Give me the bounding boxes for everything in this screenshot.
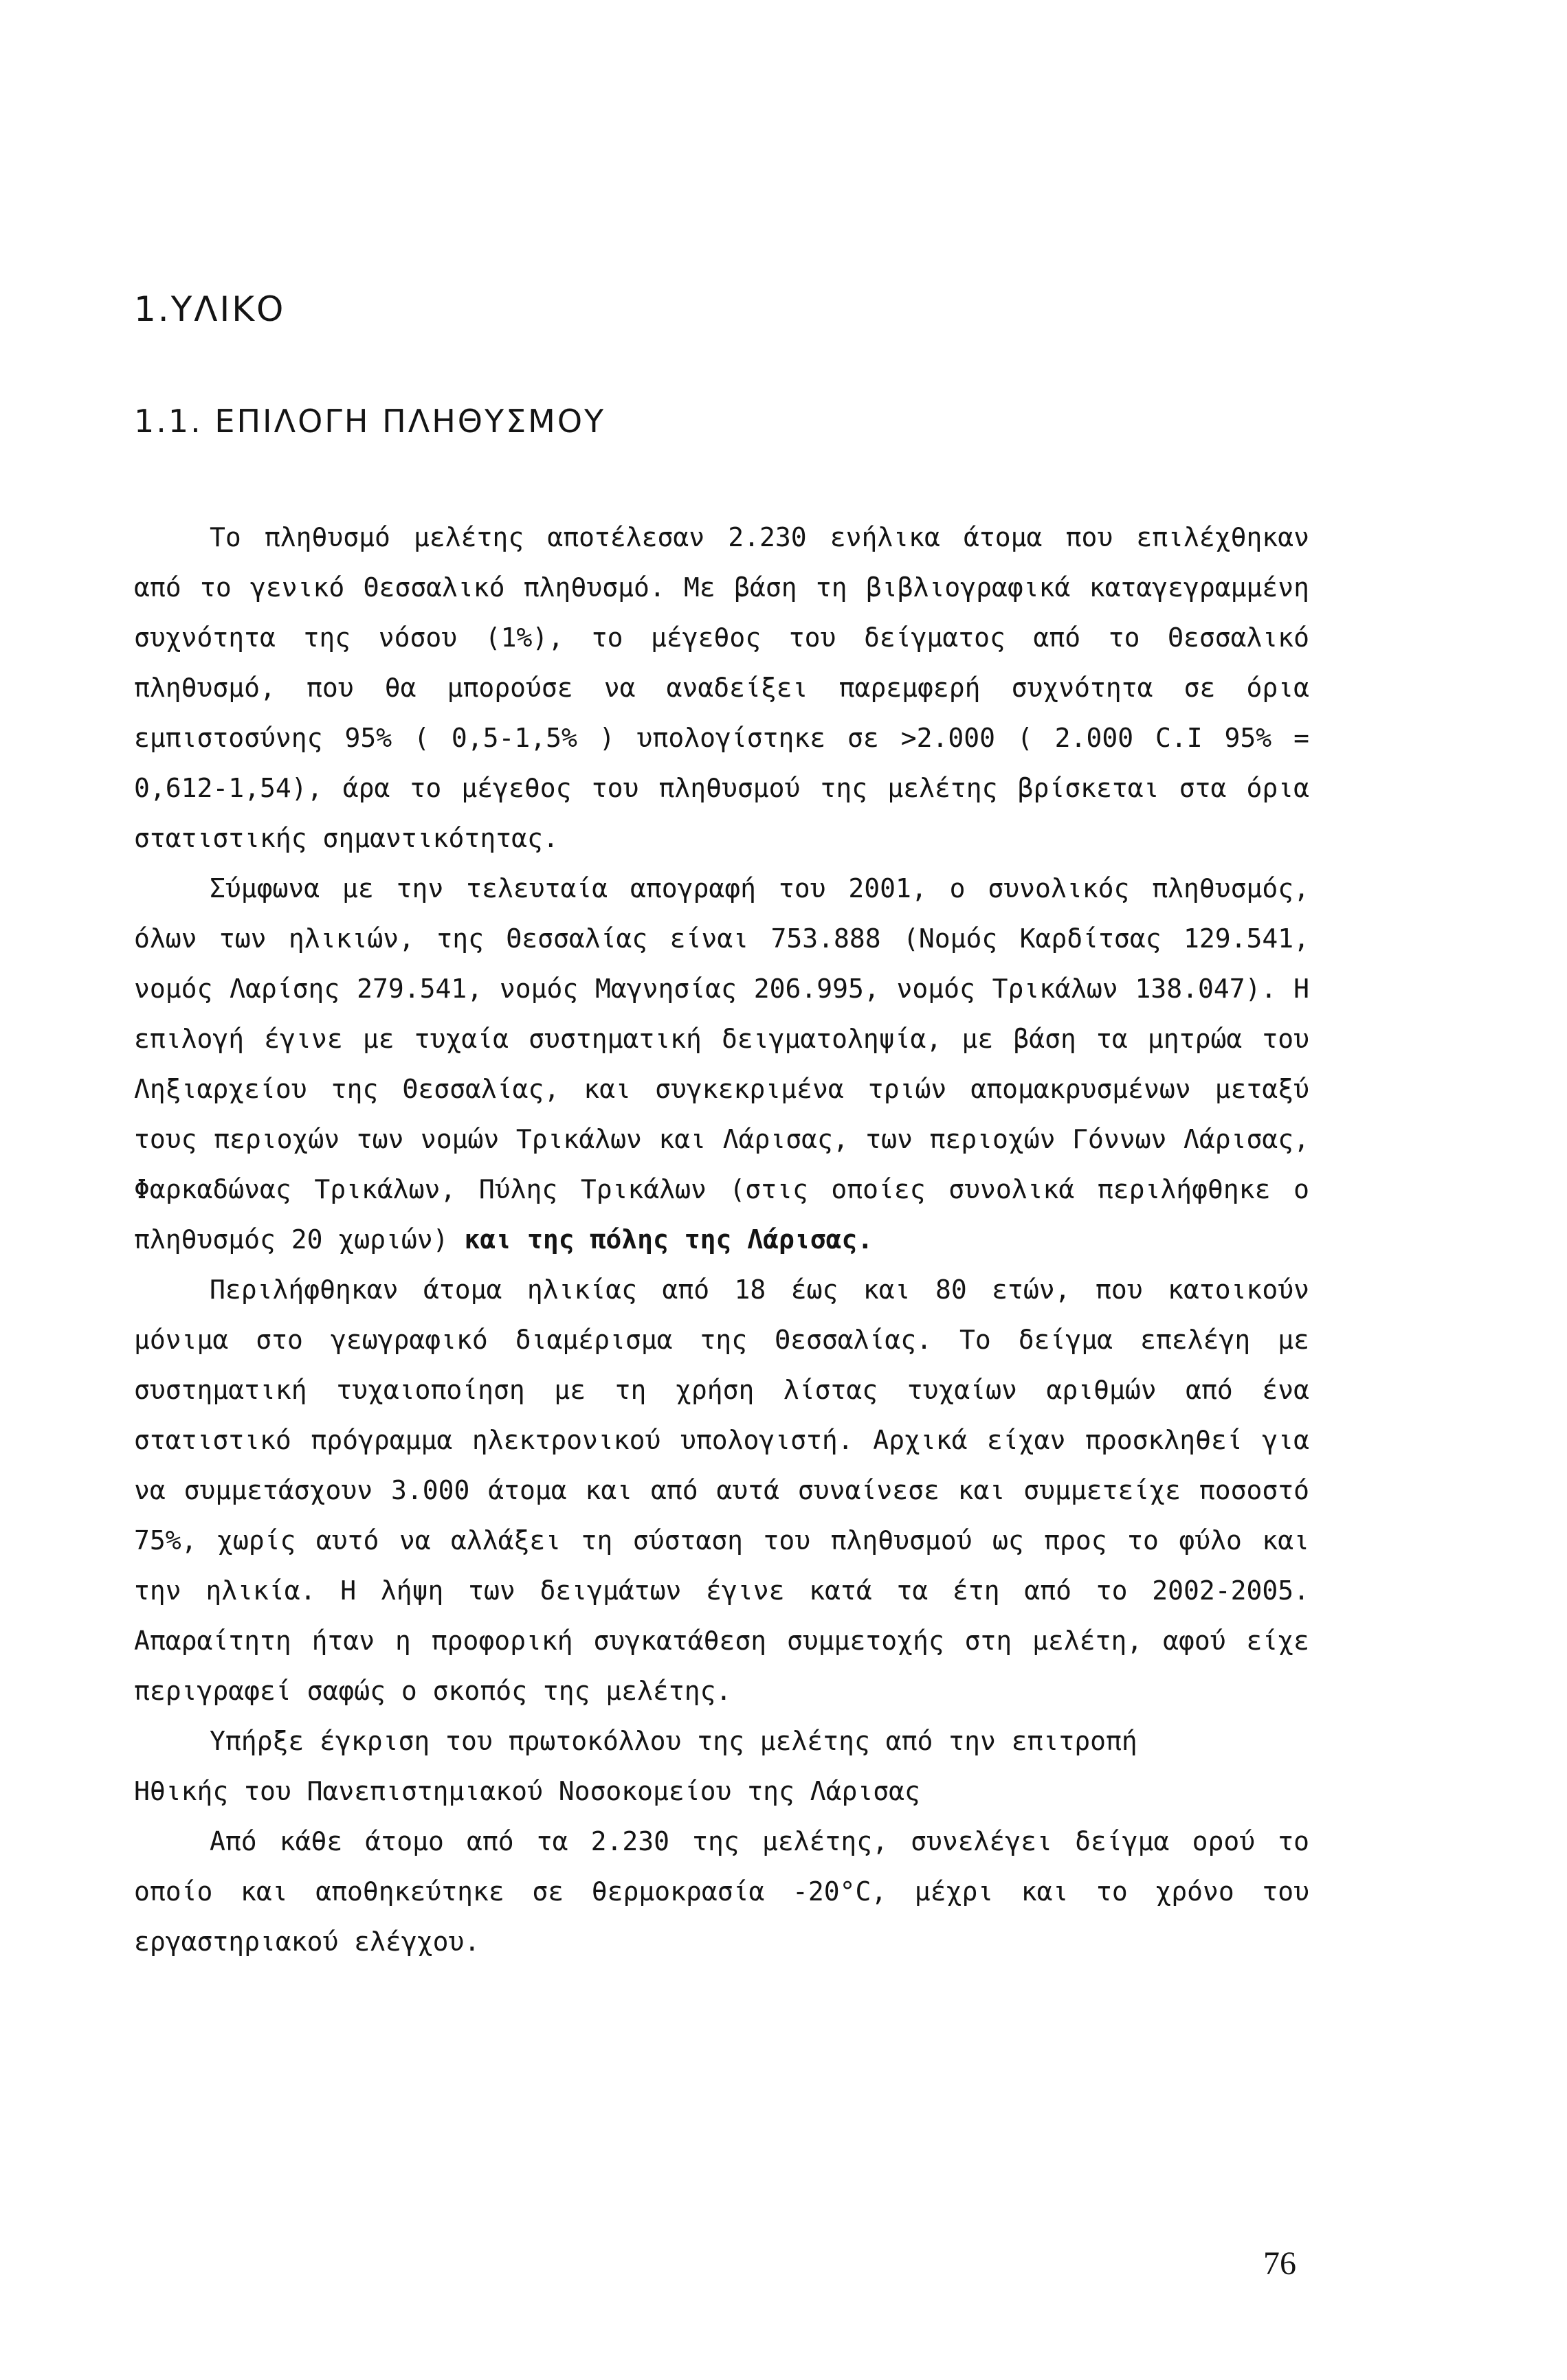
paragraph-study-population: Το πληθυσμό μελέτης αποτέλεσαν 2.230 ενήλικα άτομα που επιλέχθηκαν από το γενικό Θεσσαλικό πληθυσμό. Με βάση τη βιβλιογραφικά καταγεγραμμένη συχνότητα της νόσου (1%), το μέγεθος του δείγματος από το Θεσσαλικό πληθυσμό, που θα μπορούσε να αναδείξει παρεμφερή συχνότητα σε όρια εμπιστοσύνης 95% ( 0,5-1,5% ) υπολογίστηκε σε >2.000 ( 2.000 C.I 95% = 0,612-1,54), άρα το μέγεθος του πληθυσμού της μελέτης βρίσκεται στα όρια στατιστικής σημαντικότητας. <box>134 522 1309 853</box>
paragraph-ethics-approval <box>134 1716 1309 1817</box>
section-heading <box>134 289 285 330</box>
paragraph-serum-samples: Από κάθε άτομο από τα 2.230 της μελέτης, συνελέγει δείγμα ορού το οποίο και αποθηκεύτηκε σε θερμοκρασία -20°C, μέχρι και το χρόνο του εργαστηριακού ελέγχου. <box>134 1826 1309 1957</box>
paragraph-inclusion-criteria: Περιλήφθηκαν άτομα ηλικίας από 18 έως και 80 ετών, που κατοικούν μόνιμα στο γεωγραφικό διαμέρισμα της Θεσσαλίας. Το δείγμα επελέγη με συστηματική τυχαιοποίηση με τη χρήση λίστας τυχαίων αριθμών από ένα στατιστικό πρόγραμμα ηλεκτρονικού υπολογιστή. Αρχικά είχαν προσκληθεί για να συμμετάσχουν 3.000 άτομα και από αυτά συναίνεσε και συμμετείχε ποσοστό 75%, χωρίς αυτό να αλλάξει τη σύσταση του πληθυσμού ως προς το φύλο και την ηλικία. Η λήψη των δειγμάτων έγινε κατά τα έτη από το 2002-2005. Απαραίτητη ήταν η προφορική συγκατάθεση συμμετοχής στη μελέτη, αφού είχε περιγραφεί σαφώς ο σκοπός της μελέτης. <box>134 1275 1309 1706</box>
section-title: ΥΛΙΚΟ <box>170 289 286 329</box>
subsection-title: ΕΠΙΛΟΓΗ ΠΛΗΘΥΣΜΟΥ <box>214 403 606 440</box>
page-number: 76 <box>1263 2245 1296 2282</box>
paragraph-census-bold-text: και της πόλης της Λάρισας. <box>464 1224 874 1255</box>
paragraph-census-sampling <box>134 864 1309 1265</box>
ethics-line-1: Υπήρξε έγκριση του πρωτοκόλλου της μελέτης από την επιτροπή <box>210 1726 1137 1756</box>
section-number: 1. <box>134 289 171 329</box>
body-text <box>134 513 1309 1967</box>
ethics-line-2: Ηθικής του Πανεπιστημιακού Νοσοκομείου της Λάρισας <box>134 1776 920 1806</box>
subsection-number: 1.1. <box>134 403 203 440</box>
subsection-heading <box>134 401 605 442</box>
paragraph-census-text: Σύμφωνα με την τελευταία απογραφή του 2001, ο συνολικός πληθυσμός, όλων των ηλικιών, της Θεσσαλίας είναι 753.888 (Νομός Καρδίτσας 129.541, νομός Λαρίσης 279.541, νομός Μαγνησίας 206.995, νομός Τρικάλων 138.047). Η επιλογή έγινε με τυχαία συστηματική δειγματοληψία, με βάση τα μητρώα του Ληξιαρχείου της Θεσσαλίας, και συγκεκριμένα τριών απομακρυσμένων μεταξύ τους περιοχών των νομών Τρικάλων και Λάρισας, των περιοχών Γόννων Λάρισας, Φαρκαδώνας Τρικάλων, Πύλης Τρικάλων (στις οποίες συνολικά περιλήφθηκε ο πληθυσμός 20 χωριών) <box>134 873 1309 1255</box>
